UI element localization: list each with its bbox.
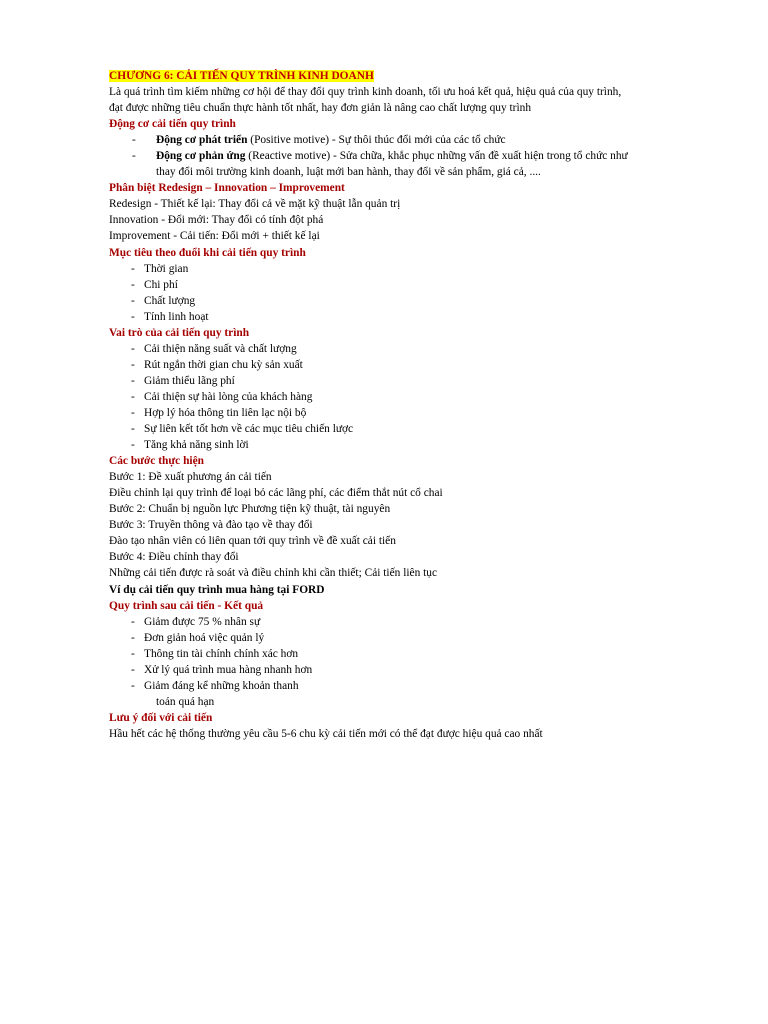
example-heading: Ví dụ cải tiến quy trình mua hàng tại FORD	[109, 583, 325, 596]
list-item	[109, 405, 709, 421]
list-item	[109, 421, 709, 437]
list-item-text: Cải thiện năng suất và chất lượng	[144, 342, 297, 355]
dash-bullet: -	[131, 615, 135, 628]
list-item	[109, 277, 709, 293]
notes-line: Hầu hết các hệ thống thường yêu cầu 5-6 chu kỳ cải tiến mới có thể đạt được hiệu quả cao nhất	[109, 727, 543, 740]
list-item-text: Xử lý quá trình mua hàng nhanh hơn	[144, 663, 313, 676]
motive-item	[109, 148, 709, 180]
list-item-text: Chất lượng	[144, 294, 196, 307]
list-item	[109, 389, 709, 405]
dash-bullet: -	[131, 342, 135, 355]
motive-item-term: Động cơ phản ứng	[156, 150, 246, 163]
dash-bullet: -	[132, 134, 136, 147]
list-item-text: Chi phí	[144, 278, 178, 291]
list-item	[109, 309, 709, 325]
dash-bullet: -	[132, 150, 136, 163]
dash-bullet: -	[131, 439, 135, 452]
list-item-text: Giảm đáng kể những khoản thanh	[144, 679, 299, 692]
step-line: Điều chỉnh lại quy trình để loại bỏ các lãng phí, các điểm thắt nút cổ chai	[109, 487, 443, 500]
list-item	[109, 357, 709, 373]
dash-bullet: -	[131, 423, 135, 436]
motive-item-continuation: thay đổi môi trường kinh doanh, luật mới ban hành, thay đổi về sản phẩm, giá cả, ....	[156, 166, 541, 179]
list-item	[109, 293, 709, 309]
distinguish-line: Redesign - Thiết kế lại: Thay đổi cả về mặt kỹ thuật lẫn quản trị	[109, 198, 401, 211]
distinguish-heading: Phân biệt Redesign – Innovation – Improvement	[109, 182, 345, 195]
intro-line-2: đạt được những tiêu chuẩn thực hành tốt nhất, hay đơn giản là nâng cao chất lượng quy trình	[109, 102, 532, 115]
notes-heading: Lưu ý đối với cải tiến	[109, 711, 213, 724]
list-item-text: Sự liên kết tốt hơn về các mục tiêu chiến lược	[144, 423, 354, 436]
step-line: Bước 1: Đề xuất phương án cải tiến	[109, 471, 272, 484]
list-item	[109, 341, 709, 357]
dash-bullet: -	[131, 294, 135, 307]
list-item-text: Rút ngắn thời gian chu kỳ sản xuất	[144, 358, 303, 371]
step-line: Bước 4: Điều chỉnh thay đổi	[109, 551, 239, 564]
goals-heading: Mục tiêu theo đuổi khi cải tiến quy trình	[109, 246, 306, 259]
list-item-text: Thông tin tài chính chính xác hơn	[144, 647, 299, 660]
list-item-text: Giảm thiểu lãng phí	[144, 374, 235, 387]
step-line: Những cải tiến được rà soát và điều chỉnh khi cần thiết; Cải tiến liên tục	[109, 567, 438, 580]
distinguish-line: Innovation - Đổi mới: Thay đổi có tính đột phá	[109, 214, 324, 227]
dash-bullet: -	[131, 631, 135, 644]
dash-bullet: -	[131, 358, 135, 371]
list-item-text: Đơn giản hoá việc quản lý	[144, 631, 265, 644]
list-item-text: Tăng khả năng sinh lời	[144, 439, 249, 452]
list-item	[109, 614, 709, 630]
motive-item	[109, 132, 709, 148]
list-item	[109, 437, 709, 453]
step-line: Bước 3: Truyền thông và đào tạo về thay đổi	[109, 519, 313, 532]
list-item-text: Cải thiện sự hài lòng của khách hàng	[144, 390, 313, 403]
dash-bullet: -	[131, 278, 135, 291]
step-line: Bước 2: Chuẩn bị nguồn lực Phương tiện kỹ thuật, tài nguyên	[109, 503, 391, 516]
list-item	[109, 678, 709, 694]
list-item-text: Giảm được 75 % nhân sự	[144, 615, 261, 628]
chapter-title: CHƯƠNG 6: CẢI TIẾN QUY TRÌNH KINH DOANH	[109, 70, 374, 82]
dash-bullet: -	[131, 310, 135, 323]
results-list	[109, 614, 709, 694]
list-item-text: Tính linh hoạt	[144, 310, 209, 323]
list-item	[109, 646, 709, 662]
list-item	[109, 261, 709, 277]
motive-item-term: Động cơ phát triển	[156, 134, 248, 147]
list-item-text: Thời gian	[144, 262, 189, 275]
step-line: Đào tạo nhân viên có liên quan tới quy trình về đề xuất cải tiến	[109, 535, 396, 548]
dash-bullet: -	[131, 374, 135, 387]
list-item	[109, 630, 709, 646]
results-item-continuation: toán quá hạn	[156, 695, 215, 708]
goals-list	[109, 261, 709, 325]
dash-bullet: -	[131, 647, 135, 660]
list-item	[109, 662, 709, 678]
intro-line-1: Là quá trình tìm kiếm những cơ hội để thay đổi quy trình kinh doanh, tối ưu hoá kết quả, hiệu quả của quy trình,	[109, 86, 622, 99]
dash-bullet: -	[131, 679, 135, 692]
dash-bullet: -	[131, 406, 135, 419]
motive-item-text: (Reactive motive) - Sửa chữa, khắc phục những vấn đề xuất hiện trong tổ chức như	[245, 150, 628, 163]
roles-heading: Vai trò của cải tiến quy trình	[109, 326, 250, 339]
document-page	[109, 68, 709, 742]
dash-bullet: -	[131, 262, 135, 275]
list-item	[109, 373, 709, 389]
distinguish-line: Improvement - Cải tiến: Đổi mới + thiết kế lại	[109, 230, 320, 243]
list-item-text: Hợp lý hóa thông tin liên lạc nội bộ	[144, 406, 307, 419]
motive-item-text: (Positive motive) - Sự thôi thúc đổi mới của các tổ chức	[247, 134, 506, 147]
motive-heading: Động cơ cải tiến quy trình	[109, 118, 236, 131]
results-heading: Quy trình sau cải tiến - Kết quả	[109, 599, 264, 612]
dash-bullet: -	[131, 663, 135, 676]
roles-list	[109, 341, 709, 453]
chapter-title-line	[109, 68, 709, 84]
dash-bullet: -	[131, 390, 135, 403]
steps-heading: Các bước thực hiện	[109, 455, 204, 468]
